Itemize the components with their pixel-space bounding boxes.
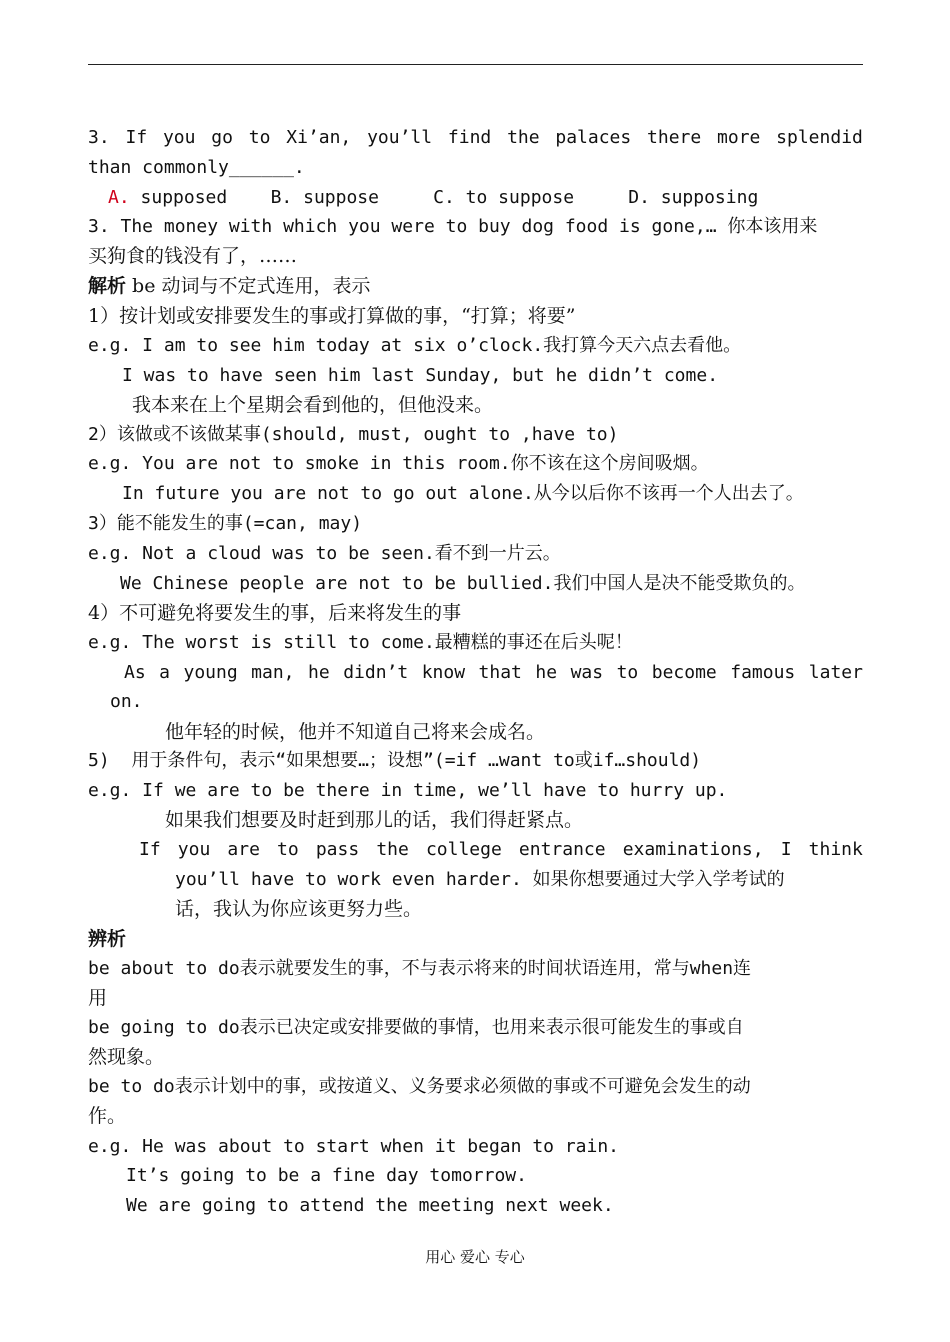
usage-4-example-2-line-2: on.	[110, 691, 143, 712]
discrimination-label: 辨析	[88, 928, 127, 950]
example-word: that	[478, 662, 522, 683]
be-to-do-line-1: be to do表示计划中的事，或按道义、义务要求必须做的事或不可避免会发生的动	[88, 1076, 751, 1097]
header-rule	[88, 64, 863, 65]
question-line-1	[88, 124, 863, 152]
analysis-intro: be 动词与不定式连用，表示	[126, 275, 371, 297]
usage-1-example-2-zh: 我本来在上个星期会看到他的，但他没来。	[132, 394, 494, 416]
example-word: college	[425, 839, 502, 860]
be-about-to-line-1: be about to do表示就要发生的事，不与表示将来的时间状语连用，常与when连	[88, 958, 752, 979]
example-word: he	[308, 662, 330, 683]
example-word: the	[376, 839, 409, 860]
analysis-heading	[88, 272, 371, 300]
usage-4: 4）不可避免将要发生的事，后来将发生的事	[88, 602, 462, 624]
example-word: As	[124, 662, 146, 683]
question-word: you	[162, 127, 196, 148]
item3-line-1: 3. The money with which you were to buy dog food is gone,… 你本该用来	[88, 216, 818, 237]
usage-3-example-1: e.g. Not a cloud was to be seen.看不到一片云。	[88, 543, 561, 564]
option-a-letter: A.	[108, 187, 130, 208]
example-word: know	[421, 662, 466, 683]
usage-5: 5) 用于条件句，表示“如果想要…；设想”(=if …want to或if…should)	[88, 750, 702, 771]
discrimination-example-3: We are going to attend the meeting next week.	[126, 1195, 614, 1216]
be-going-to-line-1: be going to do表示已决定或安排要做的事情，也用来表示很可能发生的事或自	[88, 1017, 744, 1038]
usage-5-example-2-line-1	[139, 836, 863, 864]
example-word: If	[139, 839, 161, 860]
be-to-do-line-2: 作。	[88, 1105, 127, 1127]
be-going-to-line-2: 然现象。	[88, 1046, 165, 1068]
usage-1: 1）按计划或安排要发生的事或打算做的事，“打算；将要”	[88, 305, 576, 327]
option-b: B. suppose	[270, 187, 379, 208]
question-word: splendid	[776, 127, 863, 148]
example-word: man,	[251, 662, 295, 683]
discrimination-example-2: It’s going to be a fine day tomorrow.	[126, 1165, 527, 1186]
analysis-label: 解析	[88, 275, 127, 297]
option-d: D. supposing	[628, 187, 759, 208]
usage-4-example-2-line-1	[124, 659, 863, 687]
question-word: to	[248, 127, 271, 148]
option-c: C. to suppose	[433, 187, 575, 208]
option-a-text: supposed	[129, 187, 228, 208]
question-word: more	[717, 127, 761, 148]
answer-options	[108, 184, 758, 212]
usage-3: 3）能不能发生的事(=can, may)	[88, 513, 363, 534]
question-word: palaces	[555, 127, 632, 148]
example-word: to	[616, 662, 639, 683]
question-word: you’ll	[367, 127, 433, 148]
usage-1-example-1: e.g. I am to see him today at six o’clock.我打算今天六点去看他。	[88, 335, 742, 356]
example-word: famous	[730, 662, 796, 683]
example-word: you	[177, 839, 211, 860]
example-word: didn’t	[343, 662, 409, 683]
example-word: become	[651, 662, 717, 683]
usage-3-example-2: We Chinese people are not to be bullied.我们中国人是决不能受欺负的。	[120, 573, 806, 594]
usage-5-example-1-zh: 如果我们想要及时赶到那儿的话，我们得赶紧点。	[165, 809, 584, 831]
example-word: he	[535, 662, 558, 683]
question-word: If	[125, 127, 148, 148]
usage-4-example-1: e.g. The worst is still to come.最糟糕的事还在后头呢！	[88, 632, 633, 653]
question-word: Xi’an,	[286, 127, 352, 148]
usage-5-example-2-line-3: 话，我认为你应该更努力些。	[175, 898, 423, 920]
be-about-to-line-2: 用	[88, 987, 108, 1009]
question-line-2: than commonly______.	[88, 157, 305, 178]
example-word: a	[159, 662, 171, 683]
usage-5-example-1: e.g. If we are to be there in time, we’ll have to hurry up.	[88, 780, 728, 801]
example-word: are	[227, 839, 260, 860]
example-word: pass	[315, 839, 360, 860]
example-word: examinations,	[622, 839, 764, 860]
page-footer: 用心 爱心 专心	[425, 1248, 525, 1266]
usage-2-example-1: e.g. You are not to smoke in this room.你不该在这个房间吸烟。	[88, 453, 709, 474]
example-word: young	[183, 662, 238, 683]
example-word: to	[277, 839, 299, 860]
usage-2: 2）该做或不该做某事(should, must, ought to ,have to)	[88, 424, 619, 445]
usage-5-example-2-line-2: you’ll have to work even harder. 如果你想要通过大学入学考试的	[175, 869, 785, 890]
example-word: think	[808, 839, 863, 860]
example-word: later	[808, 662, 863, 683]
question-word: find	[447, 127, 492, 148]
example-word: entrance	[518, 839, 606, 860]
usage-2-example-2: In future you are not to go out alone.从今以后你不该再一个人出去了。	[122, 483, 804, 504]
question-word: 3.	[88, 127, 110, 148]
discrimination-example-1: e.g. He was about to start when it began to rain.	[88, 1136, 620, 1157]
question-word: there	[647, 127, 702, 148]
usage-4-example-2-zh: 他年轻的时候，他并不知道自己将来会成名。	[165, 721, 546, 743]
item3-line-2: 买狗食的钱没有了，……	[88, 245, 298, 267]
usage-1-example-2: I was to have seen him last Sunday, but he didn’t come.	[122, 365, 719, 386]
example-word: I	[780, 839, 792, 860]
question-word: the	[507, 127, 540, 148]
question-word: go	[211, 127, 233, 148]
example-word: was	[570, 662, 604, 683]
